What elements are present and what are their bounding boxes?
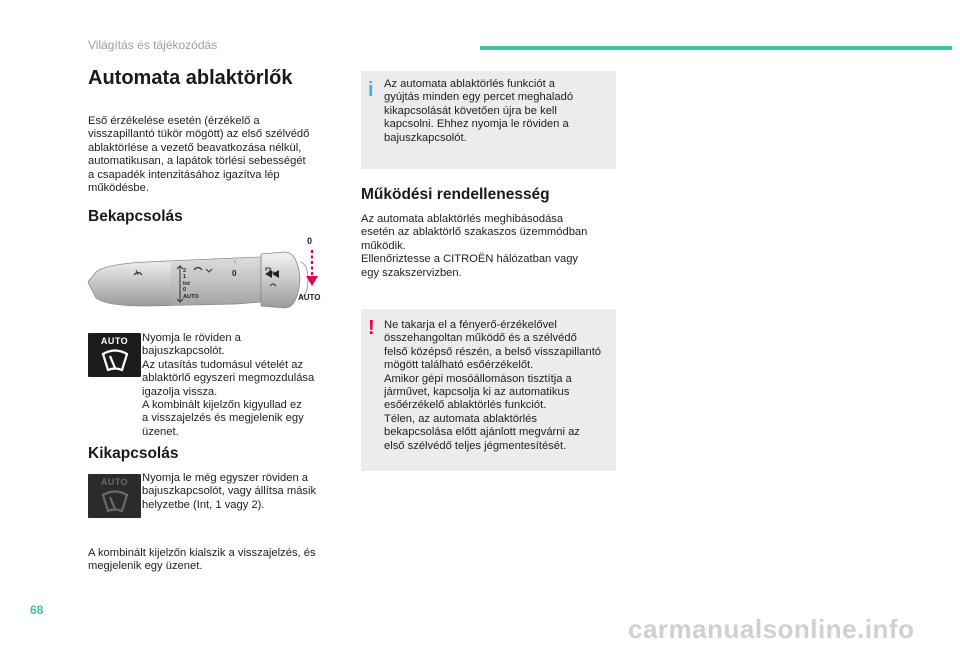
heading-bekapcsolas: Bekapcsolás: [88, 208, 183, 225]
info-box: [361, 71, 616, 169]
auto-icon-label: AUTO: [100, 336, 129, 346]
watermark: carmanualsonline.info: [628, 614, 915, 644]
bekapcsolas-text: Nyomja le röviden a bajuszkapcsolót. Az utasítás tudomásul vételét az ablaktörlő egyszeri megmozdulása igazolja vissza. A kombinált kijelzőn kigyullad ez a visszajelzés és megjelenik egy üzenet.: [142, 332, 315, 438]
lever-label-0: 0: [232, 269, 237, 278]
kikapcsolas-footer-text: A kombinált kijelzőn kialszik a visszajelzés, és megjelenik egy üzenet.: [88, 547, 316, 573]
header-accent-bar: [480, 46, 952, 50]
page-title: Automata ablaktörlők: [88, 67, 293, 89]
auto-wiper-off-icon: [88, 474, 141, 518]
warning-box: [361, 309, 616, 471]
wiper-stalk-illustration: [86, 232, 336, 316]
auto-icon-label-dim: AUTO: [100, 477, 129, 487]
warning-box-text: Ne takarja el a fényerő-érzékelővel összehangoltan működő és a szélvédő felső középső részén, a belső visszapillantó mögött található esőérzékelőt. Amikor gépi mosóállomáson tisztítja a járművet, kapcsolja ki az automatikus esőérzékelő ablaktörlés funkciót. Télen, az automata ablaktörlés bekapcsolása előtt ajánlott megvárni az első szélvédő teljes jégmentesítését.: [384, 319, 602, 452]
auto-wiper-on-icon: [88, 333, 141, 377]
intro-paragraph: Eső érzékelése esetén (érzékelő a visszapillantó tükör mögött) az első szélvédő ablaktörlése a vezető beavatkozása nélkül, automatikusan, a lapátok törlési sebességét a csapadék intenzitásához igazítva lép működésbe.: [88, 115, 310, 195]
section-header: Világítás és tájékozódás: [88, 38, 218, 52]
info-box-text: Az automata ablaktörlés funkciót a gyújtás minden egy percet meghaladó kikapcsolását követően újra be kell kapcsolni. Ehhez nyomja le röviden a bajuszkapcsolót.: [384, 78, 574, 144]
page-number: 68: [30, 603, 44, 617]
stalk-label-0: 0: [183, 287, 187, 294]
warning-icon: !: [368, 317, 375, 339]
press-arrow-icon: [302, 248, 322, 292]
stalk-label-int: Int: [183, 280, 190, 287]
heading-mukodesi-rendellenesseg: Működési rendellenesség: [361, 186, 550, 203]
stalk-label-2: 2: [183, 268, 187, 274]
svg-text:‹: ‹: [234, 259, 236, 265]
kikapcsolas-text: Nyomja le még egyszer röviden a bajuszkapcsolót, vagy állítsa másik helyzetbe (Int, 1 vagy 2).: [142, 472, 317, 511]
windscreen-wiper-icon: [100, 348, 130, 374]
info-icon: i: [368, 79, 374, 101]
windscreen-wiper-dim-icon: [100, 489, 130, 515]
mukodesi-text: Az automata ablaktörlés meghibásodása esetén az ablaktörlő szakaszos üzemmódban működik. Ellenőriztesse a CITROËN hálózatban vagy egy szakszervizben.: [361, 213, 588, 279]
stalk-position-labels: [183, 268, 199, 300]
side-label-auto: AUTO: [298, 293, 321, 302]
wiper-stalk-figure: [86, 232, 336, 316]
stalk-label-auto: AUTO: [183, 293, 199, 300]
heading-kikapcsolas: Kikapcsolás: [88, 445, 179, 462]
side-label-top: 0: [307, 236, 313, 246]
stalk-label-1: 1: [183, 274, 187, 281]
